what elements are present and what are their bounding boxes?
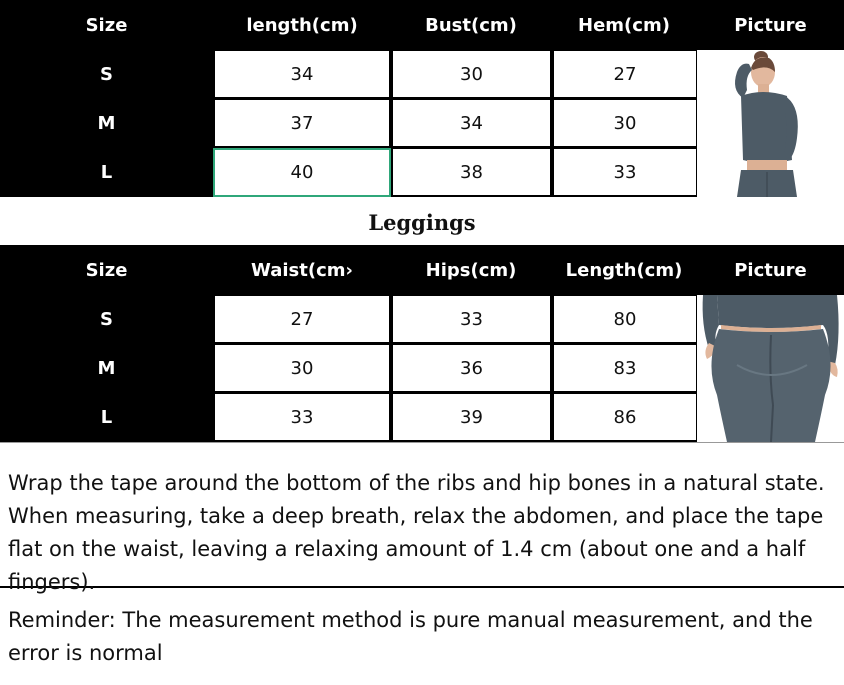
bottom-cell-m-length: 83: [554, 345, 696, 391]
bottom-size-s: S: [100, 309, 113, 330]
bottom-cell-s-hips: 33: [393, 296, 550, 342]
bottom-header-length: Length(cm): [565, 259, 683, 281]
bottom-header-hips: Hips(cm): [425, 259, 517, 281]
reminder-text: Reminder: The measurement method is pure manual measurement, and the error is normal: [8, 608, 813, 665]
top-header-hem: Hem(cm): [578, 14, 670, 36]
bottom-cell-l-length: 86: [554, 394, 696, 440]
bottom-header-waist: Waist(cm›: [251, 259, 353, 281]
top-header-picture: Picture: [734, 14, 807, 36]
long-sleeve-top-photo-icon: [697, 50, 844, 197]
leggings-photo-icon: [697, 295, 844, 442]
bottom-header-size: Size: [85, 259, 128, 281]
bottom-cell-s-waist: 27: [215, 296, 389, 342]
bottom-size-l: L: [100, 407, 113, 428]
bottom-size-m: M: [97, 358, 116, 379]
top-cell-l-hem: 33: [554, 149, 696, 195]
bottom-header-picture: Picture: [734, 259, 807, 281]
top-size-s: S: [100, 64, 113, 85]
section-title-leggings: Leggings: [368, 209, 476, 235]
bottom-cell-m-hips: 36: [393, 345, 550, 391]
bottom-cell-s-length: 80: [554, 296, 696, 342]
top-picture: [697, 50, 844, 197]
top-cell-s-bust: 30: [393, 51, 550, 97]
top-cell-m-length: 37: [215, 100, 389, 146]
top-cell-l-bust: 38: [393, 149, 550, 195]
bottom-cell-l-hips: 39: [393, 394, 550, 440]
bottom-picture: [697, 295, 844, 442]
top-cell-s-hem: 27: [554, 51, 696, 97]
bottom-cell-m-waist: 30: [215, 345, 389, 391]
top-cell-m-hem: 30: [554, 100, 696, 146]
top-size-l: L: [100, 162, 113, 183]
top-cell-l-length[interactable]: 40: [213, 148, 391, 197]
bottom-cell-l-waist: 33: [215, 394, 389, 440]
top-cell-m-bust: 34: [393, 100, 550, 146]
top-cell-s-length: 34: [215, 51, 389, 97]
top-header-bust: Bust(cm): [425, 14, 517, 36]
measurement-instructions: Wrap the tape around the bottom of the ribs and hip bones in a natural state. When measuring, take a deep breath, relax the abdomen, and place the tape flat on the waist, leaving a relaxing amount of 1.4 cm (about one and a half fingers).: [0, 442, 844, 588]
top-size-m: M: [97, 113, 116, 134]
top-header-length: length(cm): [246, 14, 358, 36]
top-header-size: Size: [85, 14, 128, 36]
